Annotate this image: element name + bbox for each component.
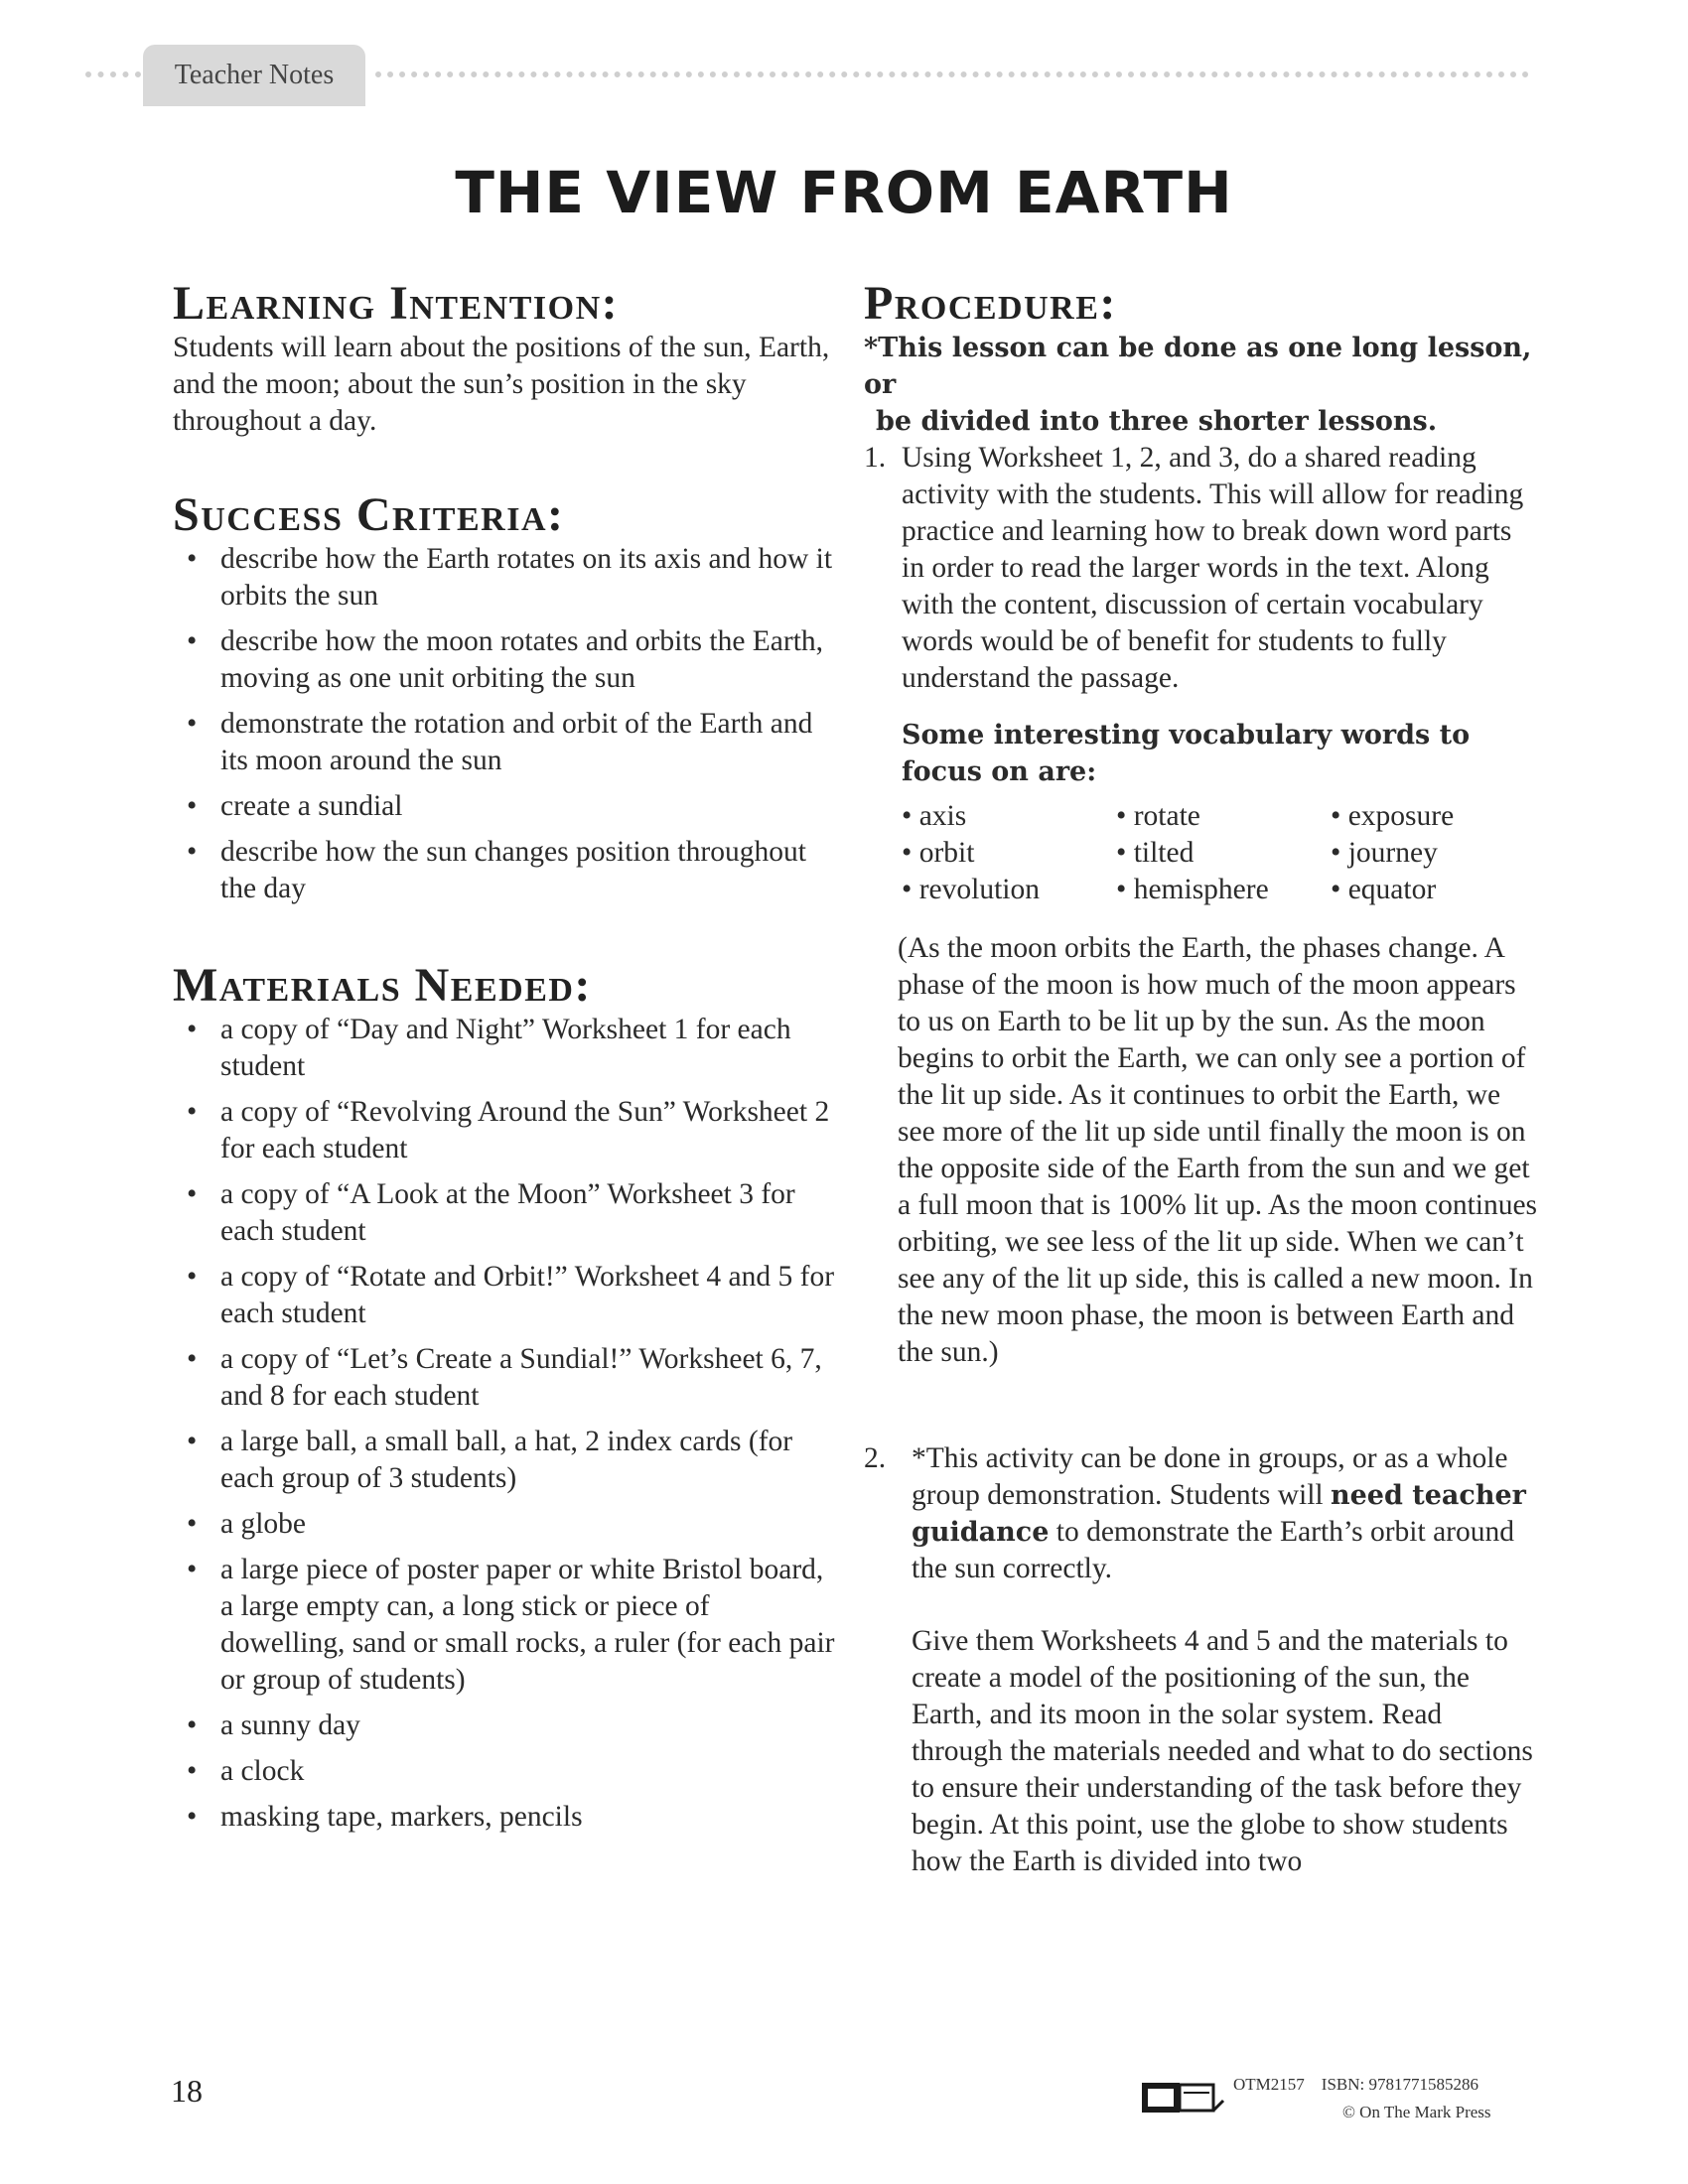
vocab-heading: Some interesting vocabulary words to focus on are: — [902, 720, 1471, 787]
teacher-notes-tab: Teacher Notes — [143, 45, 365, 106]
step-number: 2. — [864, 1442, 887, 1474]
procedure-heading: Procedure: — [864, 277, 1117, 330]
materials-heading: Materials Needed: — [173, 959, 592, 1012]
vocab-word: • journey — [1331, 835, 1545, 872]
list-item: • describe how the Earth rotates on its axis and how it orbits the sun — [173, 541, 838, 614]
procedure-step-2 — [864, 1440, 1539, 1587]
learning-intention-text: Students will learn about the positions of the sun, Earth, and the moon; about the sun’s position in the sky throughout a day. — [173, 332, 830, 437]
list-item: • demonstrate the rotation and orbit of the Earth and its moon around the sun — [173, 706, 838, 779]
list-item: • describe how the moon rotates and orbits the Earth, moving as one unit orbiting the sun — [173, 623, 838, 697]
footer-code: OTM2157 ISBN: 9781771585286 — [1233, 2075, 1478, 2094]
step-text: Using Worksheet 1, 2, and 3, do a shared reading activity with the students. This will allow for reading practice and learning how to break down word parts in order to read the larger words in the text. Along with the content, discussion of certain vocabulary words would be of benefit for students to fully understand the passage. — [902, 442, 1524, 694]
success-criteria-list — [173, 541, 838, 907]
list-item: • create a sundial — [173, 788, 838, 825]
vocab-word: • tilted — [1116, 835, 1331, 872]
list-item: • a copy of “Revolving Around the Sun” Worksheet 2 for each student — [173, 1094, 838, 1167]
moon-phases-paragraph: (As the moon orbits the Earth, the phases change. A phase of the moon is how much of the moon appears to us on Earth to be lit up by the sun. As the moon begins to orbit the Earth, we can only see a portion of the lit up side. As it continues to orbit the Earth, we see more of the lit up side until finally the moon is on the opposite side of the Earth from the sun and we get a full moon that is 100% lit up. As the moon continues orbiting, we see less of the lit up side. When we can’t see any of the lit up side, this is called a new moon. In the new moon phase, the moon is between Earth and the sun.) — [898, 932, 1538, 1368]
step-2-paragraph: Give them Worksheets 4 and 5 and the materials to create a model of the positioning of the sun, the Earth, and its moon in the solar system. Read through the materials needed and what to do sections to ensure their understanding of the task before they begin. At this point, use the globe to show students how the Earth is divided into two — [912, 1625, 1533, 1877]
procedure-note — [864, 330, 1539, 440]
page-title: THE VIEW FROM EARTH — [455, 159, 1233, 226]
footer-publisher: © On The Mark Press — [1342, 2103, 1491, 2121]
step-number: 1. — [864, 442, 887, 474]
materials-list — [173, 1012, 838, 1836]
step-text: *This activity can be done in groups, or as a whole group demonstration. Students will — [912, 1442, 1508, 1511]
list-item: • a globe — [173, 1506, 838, 1543]
list-item: • a copy of “Rotate and Orbit!” Worksheet 4 and 5 for each student — [173, 1259, 838, 1332]
vocab-word: • equator — [1331, 872, 1545, 908]
learning-intention-heading: Learning Intention: — [173, 277, 620, 330]
list-item: • a copy of “Let’s Create a Sundial!” Worksheet 6, 7, and 8 for each student — [173, 1341, 838, 1415]
list-item: • a large ball, a small ball, a hat, 2 index cards (for each group of 3 students) — [173, 1424, 838, 1497]
page-number: 18 — [171, 2073, 203, 2109]
right-column — [864, 278, 1539, 1880]
vocab-word: • revolution — [902, 872, 1116, 908]
header-dotted-rule-left — [85, 71, 141, 77]
header-dotted-rule-right — [375, 71, 1529, 77]
list-item: • masking tape, markers, pencils — [173, 1799, 838, 1836]
procedure-step-1 — [864, 440, 1539, 697]
list-item: • a copy of “Day and Night” Worksheet 1 for each student — [173, 1012, 838, 1085]
list-item: • a large piece of poster paper or white Bristol board, a large empty can, a long stick or piece of dowelling, sand or small rocks, a ruler (for each pair or group of students) — [173, 1552, 838, 1699]
vocab-word: • exposure — [1331, 798, 1545, 835]
procedure-note-line: *This lesson can be done as one long lesson, or — [864, 333, 1532, 400]
vocab-word: • orbit — [902, 835, 1116, 872]
left-column — [173, 278, 838, 1844]
vocab-word: • rotate — [1116, 798, 1331, 835]
list-item: • a copy of “A Look at the Moon” Worksheet 3 for each student — [173, 1176, 838, 1250]
list-item: • describe how the sun changes position throughout the day — [173, 834, 838, 907]
list-item: • a clock — [173, 1753, 838, 1790]
success-criteria-heading: Success Criteria: — [173, 488, 565, 541]
vocab-list — [864, 798, 1539, 908]
book-icon — [1140, 2077, 1225, 2123]
step-emphasis: need teacher guidance — [912, 1480, 1526, 1548]
procedure-note-line: be divided into three shorter lessons. — [876, 406, 1438, 437]
step-text: to demonstrate the Earth’s orbit around the sun correctly. — [912, 1516, 1514, 1584]
list-item: • a sunny day — [173, 1707, 838, 1744]
vocab-word: • axis — [902, 798, 1116, 835]
vocab-word: • hemisphere — [1116, 872, 1331, 908]
